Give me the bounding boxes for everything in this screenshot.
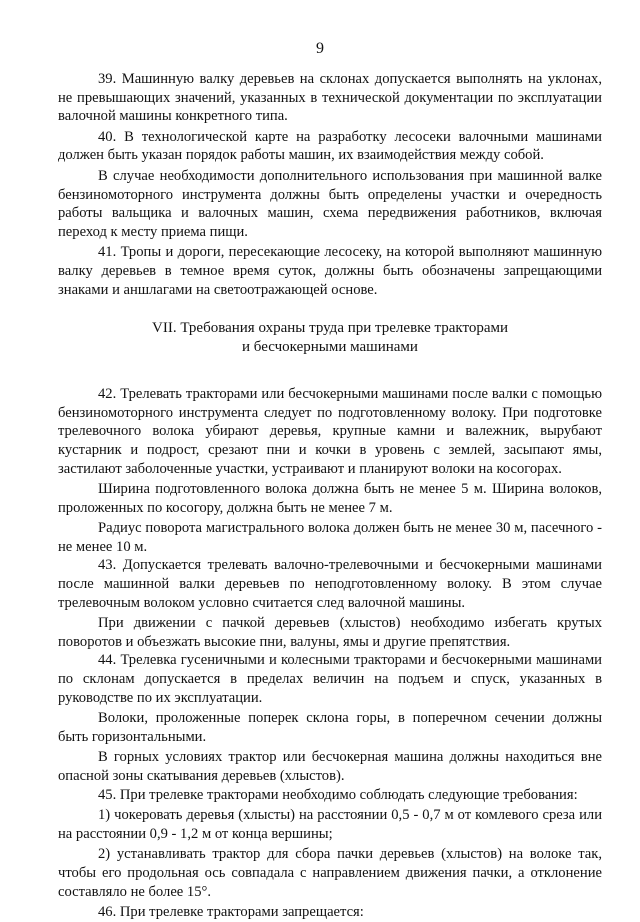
section-heading <box>58 319 602 357</box>
paragraph-40: 40. В технологической карте на разработку лесосеки валочными машинами должен быть указан порядок работы машин, их взаимодействия между собой. <box>58 128 602 164</box>
page-number: 9 <box>316 40 324 57</box>
paragraph-42-radius: Радиус поворота магистрального волока должен быть не менее 30 м, пасечного - не менее 10 м. <box>58 520 602 555</box>
paragraph-40-continued: В случае необходимости дополнительного использования при машинной валке бензиномоторного инструмента должны быть определены участки и очередность работы вальщика и валочных машин, схема передвижения работников, включая переход к месту приема пищи. <box>58 167 602 240</box>
document-body <box>58 70 602 922</box>
paragraph-43: 43. Допускается трелевать валочно-трелевочными и бесчокерными машинами после машинной валки деревьев по неподготовленному волоку. В этом случае трелевочным волоком условно считается след валочной машины. <box>58 557 602 611</box>
paragraph-44-mountains: В горных условиях трактор или бесчокерная машина должны находиться вне опасной зоны скатывания деревьев (хлыстов). <box>58 749 602 784</box>
paragraph-44-slopes: Волоки, проложенные поперек склона горы, в поперечном сечении должны быть горизонтальными. <box>58 710 602 745</box>
paragraph-46: 46. При трелевке тракторами запрещается: <box>98 904 364 921</box>
paragraph-45-item-2: 2) устанавливать трактор для сбора пачки деревьев (хлыстов) на волоке так, чтобы его продольная ось совпадала с направлением движения пачки, а отклонение составляло не более 15°. <box>58 846 602 900</box>
paragraph-42-width: Ширина подготовленного волока должна быть не менее 5 м. Ширина волоков, проложенных по косогору, должна быть не менее 7 м. <box>58 481 602 516</box>
paragraph-43-continued: При движении с пачкой деревьев (хлыстов) необходимо избегать крутых поворотов и объезжать высокие пни, валуны, ямы и другие препятствия. <box>58 615 602 650</box>
paragraph-44: 44. Трелевка гусеничными и колесными тракторами и бесчокерными машинами по склонам допускается в пределах величин на подъем и спуск, указанных в руководстве по их эксплуатации. <box>58 652 602 706</box>
section-heading-line-1: VII. Требования охраны труда при трелевке тракторами <box>152 320 508 337</box>
section-heading-line-2: и бесчокерными машинами <box>242 339 418 356</box>
paragraph-45-item-1: 1) чокеровать деревья (хлысты) на расстоянии 0,5 - 0,7 м от комлевого среза или на расстоянии 0,9 - 1,2 м от конца вершины; <box>58 807 602 842</box>
paragraph-39: 39. Машинную валку деревьев на склонах допускается выполнять на уклонах, не превышающих значений, указанных в технической документации по эксплуатации валочной машины конкретного типа. <box>58 71 602 125</box>
paragraph-41: 41. Тропы и дороги, пересекающие лесосеку, на которой выполняют машинную валку деревьев в темное время суток, должны быть обозначены запрещающими знаками и аншлагами на светоотражающей основе. <box>58 244 602 298</box>
paragraph-42: 42. Трелевать тракторами или бесчокерными машинами после валки с помощью бензиномоторного инструмента следует по подготовленному волоку. При подготовке трелевочного волока убирают деревья, крупные камни и валежник, вырубают кустарник и подрост, срезают пни и кочки в уровень с землей, засыпают ямы, застилают заболоченные участки, устраивают и планируют волоки на косогорах. <box>58 386 602 477</box>
paragraph-45: 45. При трелевке тракторами необходимо соблюдать следующие требования: <box>98 786 578 803</box>
